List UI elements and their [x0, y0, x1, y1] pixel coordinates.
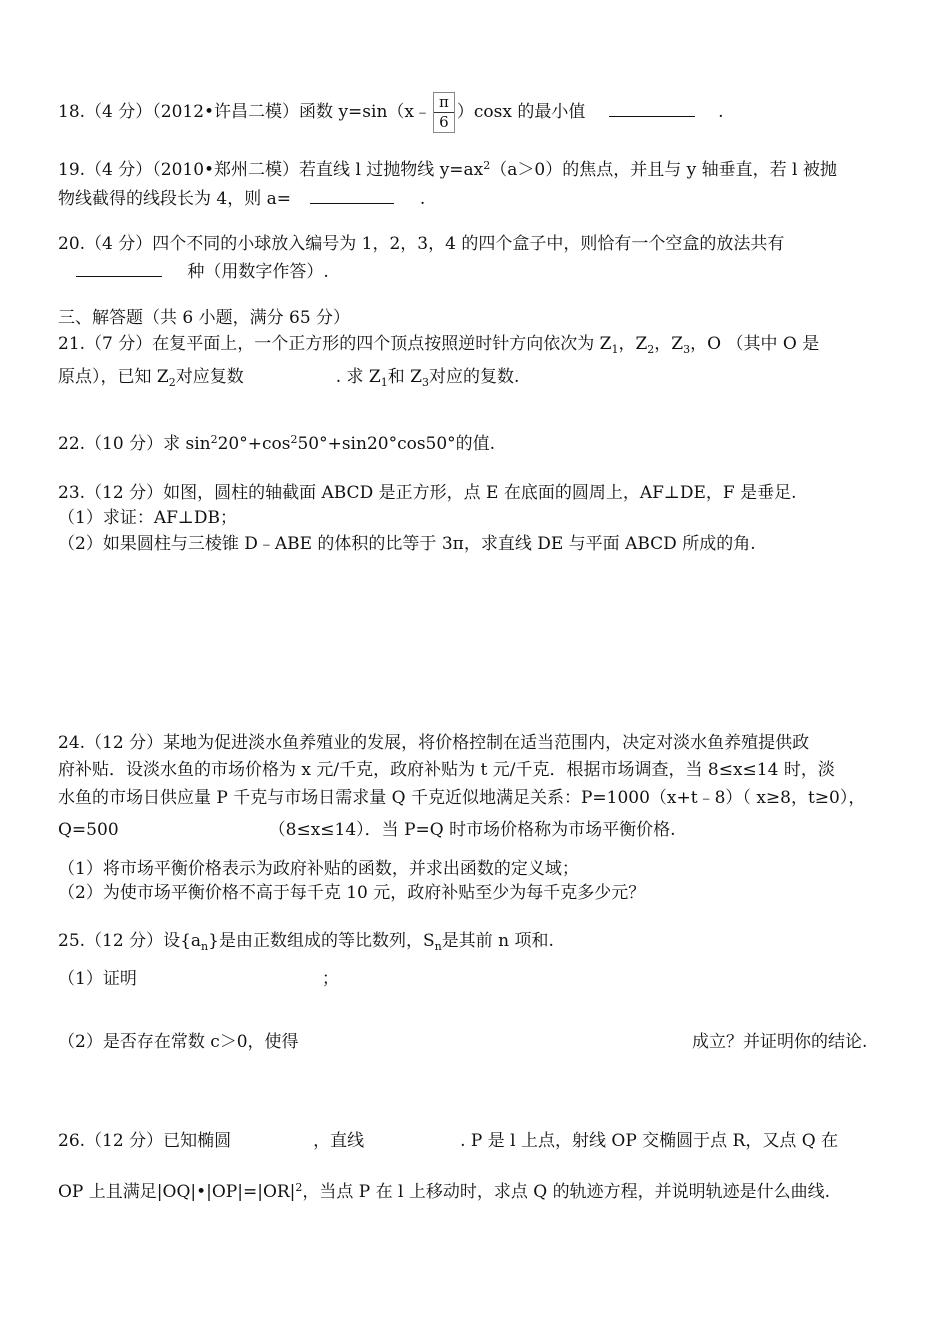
fraction-numerator: π: [434, 93, 454, 113]
q25-part1-label: （1）证明: [58, 969, 137, 989]
question-19-line1: [58, 159, 837, 181]
q21-sub2: 2: [647, 343, 655, 356]
q19-answer-blank[interactable]: [310, 186, 394, 204]
q25-text-a: 25.（12 分）设{a: [58, 931, 202, 951]
q19-superscript: 2: [483, 159, 491, 172]
question-19-line2: [58, 186, 425, 210]
q22-sup2: 2: [290, 433, 298, 446]
question-25-part1: [58, 968, 339, 990]
q21-text-c: ，Z: [654, 334, 684, 354]
q25-text-c: 是其前 n 项和.: [441, 931, 554, 951]
question-25-part2: [58, 1031, 299, 1053]
q21-sub1: 1: [611, 343, 619, 356]
q18-prefix: 18.（4 分）（2012•许昌二模）函数 y=sin（x﹣: [58, 102, 431, 122]
q19-end: .: [419, 189, 426, 209]
question-24-line5: （1）将市场平衡价格表示为政府补贴的函数，并求出函数的定义域；: [58, 859, 579, 879]
q24-line4-b: （8≤x≤14）．当 P=Q 时市场价格称为市场平衡价格.: [268, 820, 676, 840]
q21-text-b: ，Z: [618, 334, 648, 354]
q21-l2-a: 原点），已知 Z: [58, 367, 169, 387]
question-24-line1: 24.（12 分）某地为促进淡水鱼养殖业的发展，将价格控制在适当范围内，决定对淡水鱼养殖提供政: [58, 733, 810, 753]
q26-l2-sup: 2: [295, 1181, 303, 1194]
question-20-line2: [76, 259, 329, 283]
q21-text-a: 21.（7 分）在复平面上，一个正方形的四个顶点按照逆时针方向依次为 Z: [58, 334, 612, 354]
question-25-line1: [58, 930, 554, 952]
question-26-line2: [58, 1181, 830, 1203]
fraction-denominator: 6: [439, 113, 449, 131]
q21-l2-b: 对应复数: [175, 367, 244, 387]
q21-l2-d: 和 Z: [387, 367, 422, 387]
question-26-line1: [58, 1130, 838, 1152]
q25-text-b: }是由正数组成的等比数列，S: [208, 931, 435, 951]
q19-line2: 物线截得的线段长为 4，则 a=: [58, 189, 292, 209]
question-24-line2: 府补贴．设淡水鱼的市场价格为 x 元/千克，政府补贴为 t 元/千克．根据市场调查，当 8≤x≤14 时，淡: [58, 760, 835, 780]
q19-text-b: （a＞0）的焦点，并且与 y 轴垂直，若 l 被抛: [490, 160, 837, 180]
q25-part2-label: （2）是否存在常数 c＞0，使得: [58, 1032, 299, 1052]
question-18: [58, 92, 724, 133]
q18-answer-blank[interactable]: [609, 99, 695, 117]
q25-part1-end: ；: [321, 969, 339, 989]
q21-l2-sub3: 3: [421, 376, 429, 389]
q18-end: .: [718, 102, 724, 122]
question-20-line1: [58, 233, 784, 255]
question-23-line3: （2）如果圆柱与三棱锥 D﹣ABE 的体积的比等于 3π，求直线 DE 与平面 ABCD 所成的角.: [58, 534, 756, 554]
q20-line1: 20.（4 分）四个不同的小球放入编号为 1，2，3，4 的四个盒子中，则恰有一个空盒的放法共有: [58, 234, 785, 254]
q21-l2-sub2: 2: [168, 376, 176, 389]
q20-line2: 种（用数字作答）.: [187, 262, 329, 282]
pi-over-6-fraction: [433, 92, 455, 133]
question-22: [58, 433, 495, 455]
q22-text-a: 22.（10 分）求 sin: [58, 434, 211, 454]
question-23-line1: 23.（12 分）如图，圆柱的轴截面 ABCD 是正方形，点 E 在底面的圆周上，AF⊥DE，F 是垂足.: [58, 483, 797, 503]
q26-l2-a: OP 上且满足|OQ|•|OP|=|OR|: [58, 1182, 296, 1202]
q21-text-d: ，O （其中 O 是: [690, 334, 820, 354]
q21-l2-e: 对应的复数.: [428, 367, 520, 387]
q20-answer-blank[interactable]: [76, 259, 162, 277]
q26-text-a: 26.（12 分）已知椭圆: [58, 1131, 232, 1151]
q21-l2-c: . 求 Z: [335, 367, 381, 387]
q25-sub-n1: n: [201, 940, 209, 953]
q26-l2-b: ，当点 P 在 l 上移动时，求点 Q 的轨迹方程，并说明轨迹是什么曲线.: [302, 1182, 831, 1202]
q26-text-b: ，直线: [313, 1131, 365, 1151]
question-24-line3: 水鱼的市场日供应量 P 千克与市场日需求量 Q 千克近似地满足关系：P=1000（x+t﹣8）（ x≥8，t≥0），: [58, 788, 866, 808]
question-21-line2: [58, 366, 519, 388]
q22-text-c: 50°+sin20°cos50°的值.: [297, 434, 496, 454]
question-23-line2: （1）求证：AF⊥DB；: [58, 508, 237, 528]
q26-text-c: . P 是 l 上点，射线 OP 交椭圆于点 R，又点 Q 在: [460, 1131, 839, 1151]
question-24-line4: [58, 819, 676, 841]
section-3-heading: 三、解答题（共 6 小题，满分 65 分）: [58, 308, 351, 328]
q21-sub3: 3: [683, 343, 691, 356]
q21-l2-sub1: 1: [380, 376, 388, 389]
q22-sup1: 2: [210, 433, 218, 446]
question-24-line6: （2）为使市场平衡价格不高于每千克 10 元，政府补贴至少为每千克多少元？: [58, 883, 646, 903]
question-21-line1: [58, 333, 819, 355]
q22-text-b: 20°+cos: [217, 434, 291, 454]
q19-text-a: 19.（4 分）（2010•郑州二模）若直线 l 过抛物线 y=ax: [58, 160, 484, 180]
q18-suffix: ）cosx 的最小值: [456, 102, 586, 122]
question-25-part2-end: 成立？并证明你的结论.: [692, 1032, 868, 1052]
q25-sub-n2: n: [434, 940, 442, 953]
q24-line4-a: Q=500: [58, 820, 119, 840]
